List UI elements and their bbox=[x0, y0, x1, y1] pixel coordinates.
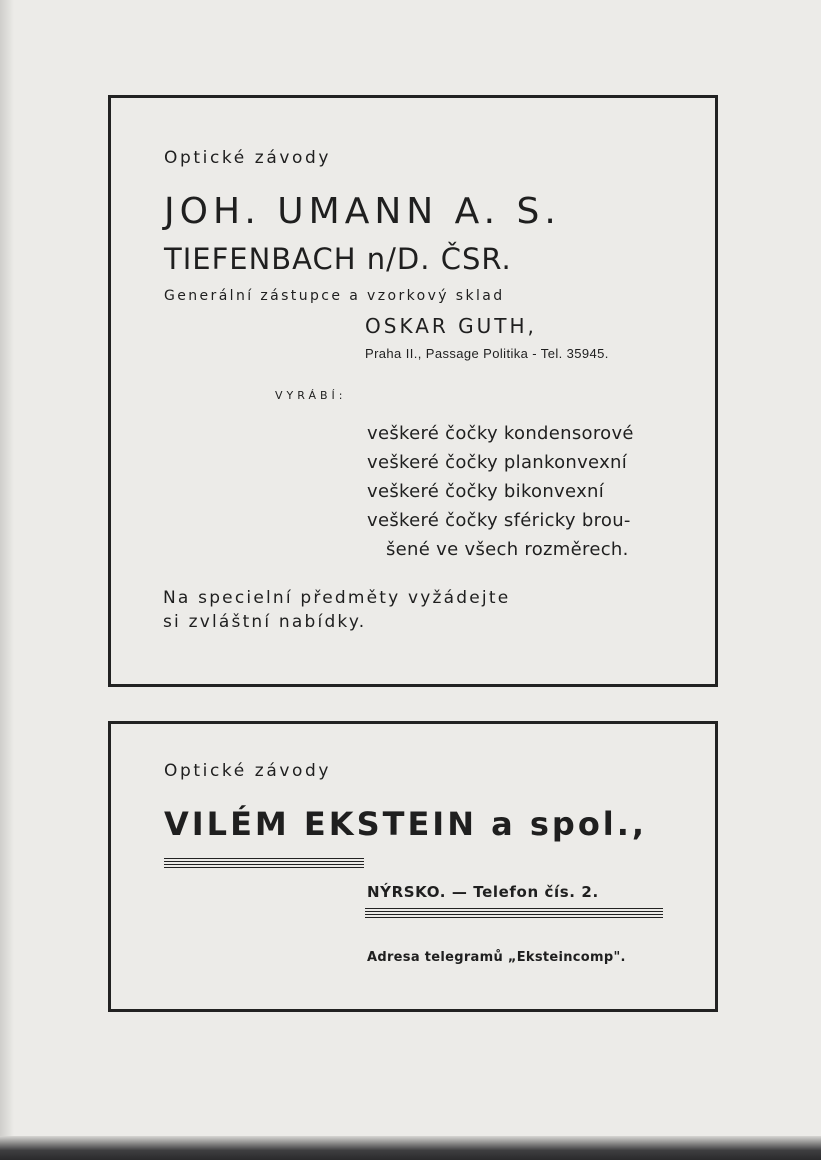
decorative-rule bbox=[365, 908, 663, 919]
decorative-rule bbox=[164, 858, 364, 869]
umann-produces-label: VYRÁBÍ: bbox=[275, 389, 347, 402]
offer-line-2: si zvláštní nabídky. bbox=[163, 612, 367, 632]
ekstein-telegram-address: Adresa telegramů „Eksteincomp". bbox=[367, 950, 626, 965]
umann-agent-name: OSKAR GUTH, bbox=[365, 314, 537, 338]
ekstein-city-phone: NÝRSKO. — Telefon čís. 2. bbox=[367, 883, 599, 901]
umann-offer-note bbox=[163, 586, 510, 634]
offer-line-1: Na specielní předměty vyžádejte bbox=[163, 588, 511, 608]
product-line: veškeré čočky plankonvexní bbox=[367, 452, 628, 473]
product-line: veškeré čočky kondensorové bbox=[367, 423, 634, 444]
product-line: veškeré čočky sféricky brou- bbox=[367, 510, 631, 531]
umann-location: TIEFENBACH n/D. ČSR. bbox=[164, 242, 512, 276]
umann-company-name: JOH. UMANN A. S. bbox=[164, 191, 561, 232]
advertisement-umann bbox=[108, 95, 718, 687]
product-line: šené ve všech rozměrech. bbox=[386, 539, 629, 560]
umann-intro: Optické závody bbox=[164, 148, 332, 168]
ekstein-company-name: VILÉM EKSTEIN a spol., bbox=[164, 805, 648, 843]
umann-agent-address: Praha II., Passage Politika - Tel. 35945. bbox=[365, 346, 609, 361]
ekstein-intro: Optické závody bbox=[164, 761, 332, 781]
advertisement-ekstein bbox=[108, 721, 718, 1012]
product-line: veškeré čočky bikonvexní bbox=[367, 481, 605, 502]
page-bottom-edge bbox=[0, 1136, 821, 1160]
umann-product-list bbox=[367, 419, 634, 564]
umann-representation: Generální zástupce a vzorkový sklad bbox=[164, 288, 505, 304]
page-binding-edge bbox=[0, 0, 14, 1160]
